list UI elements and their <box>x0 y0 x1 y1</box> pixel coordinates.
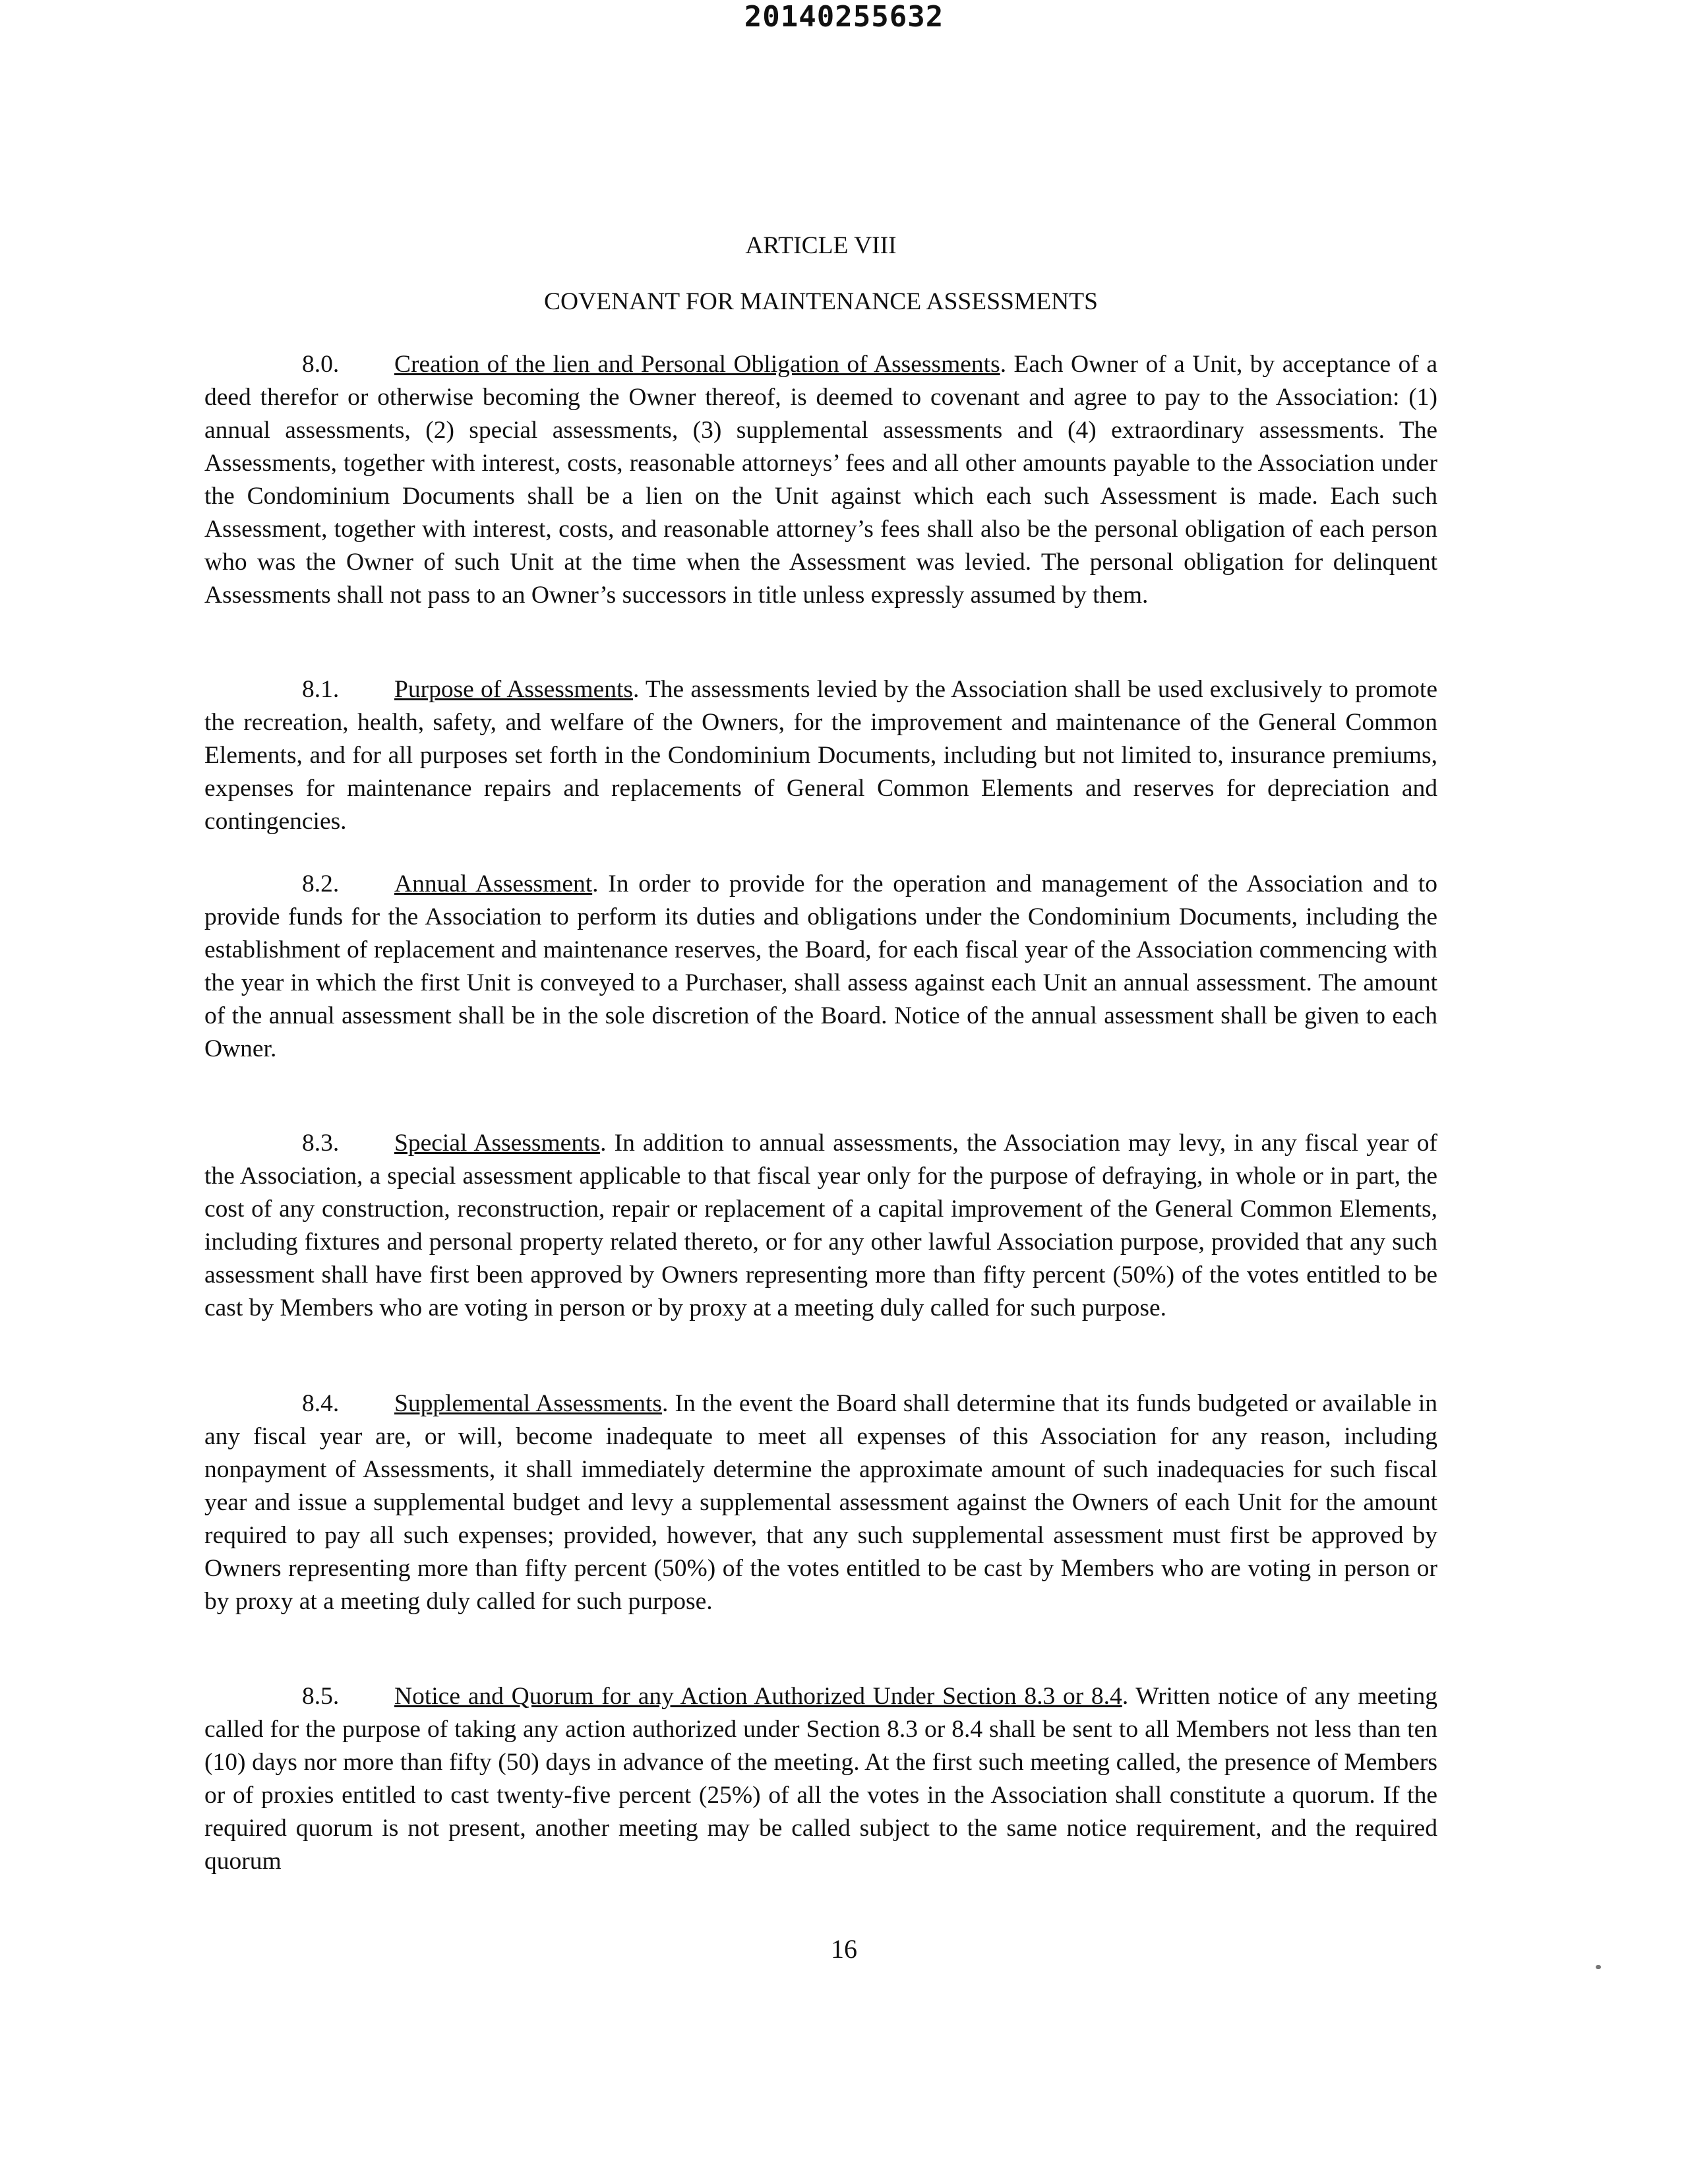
section-text: . In addition to annual assessments, the Association may levy, in any fiscal year of the Association, a special assessment applicable to that fiscal year only for the purpose of defraying, in whole or in part, the cost of any construction, reconstruction, repair or replacement of a capital improvement of the General Common Elements, including fixtures and personal property related thereto, or for any other lawful Association purpose, provided that any such assessment shall have first been approved by Owners representing more than fifty percent (50%) of the votes entitled to be cast by Members who are voting in person or by proxy at a meeting duly called for such purpose. <box>204 1130 1437 1321</box>
section-text: . In the event the Board shall determine that its funds budgeted or available in any fiscal year are, or will, become inadequate to meet all expenses of this Association for any reason, including nonpayment of Assessments, it shall immediately determine the approximate amount of such inadequacies for such fiscal year and issue a supplemental budget and levy a supplemental assessment against the Owners of each Unit for the amount required to pay all such expenses; provided, however, that any such supplemental assessment must first be approved by Owners representing more than fifty percent (50%) of the votes entitled to be cast by Members who are voting in person or by proxy at a meeting duly called for such purpose. <box>204 1390 1437 1615</box>
article-subtitle: COVENANT FOR MAINTENANCE ASSESSMENTS <box>543 288 1099 315</box>
section-number: 8.5. <box>302 1683 340 1710</box>
scan-speck <box>1596 1965 1601 1969</box>
section-text: . Written notice of any meeting called for the purpose of taking any action authorized under Section 8.3 or 8.4 shall be sent to all Members not less than ten (10) days nor more than fifty (50) days in advance of the meeting. At the first such meeting called, the presence of Members or of proxies entitled to cast twenty-five percent (25%) of all the votes in the Association shall constitute a quorum. If the required quorum is not present, another meeting may be called subject to the same notice requirement, and the required quorum <box>204 1683 1438 1875</box>
section-number: 8.4. <box>302 1390 340 1417</box>
section-number: 8.2. <box>302 870 340 897</box>
document-number: 20140255632 <box>744 0 944 34</box>
section-text: . Each Owner of a Unit, by acceptance of a deed therefor or otherwise becoming the Owner thereof, is deemed to covenant and agree to pay to the Association: (1) annual assessments, (2) special assessments, (3) supplemental assessments and (4) extraordinary assessments. The Assessments, together with interest, costs, reasonable attorneys’ fees and all other amounts payable to the Association under the Condominium Documents shall be a lien on the Unit against which each such Assessment is made. Each such Assessment, together with interest, costs, and reasonable attorney’s fees shall also be the personal obligation of each person who was the Owner of such Unit at the time when the Assessment was levied. The personal obligation for delinquent Assessments shall not pass to an Owner’s successors in title unless expressly assumed by them. <box>204 351 1437 609</box>
section-8-2 <box>204 868 1437 1066</box>
section-caption: Notice and Quorum for any Action Authorized Under Section 8.3 or 8.4 <box>394 1683 1122 1710</box>
section-caption: Special Assessments <box>394 1130 601 1157</box>
section-caption: Supplemental Assessments <box>394 1390 662 1417</box>
section-number: 8.3. <box>302 1130 340 1157</box>
section-number: 8.1. <box>302 676 340 703</box>
section-number: 8.0. <box>302 351 340 378</box>
section-caption: Creation of the lien and Personal Obligation of Assessments <box>394 351 1000 378</box>
article-title: ARTICLE VIII <box>745 232 897 259</box>
section-text: . The assessments levied by the Association shall be used exclusively to promote the recreation, health, safety, and welfare of the Owners, for the improvement and maintenance of the General Common Elements, and for all purposes set forth in the Condominium Documents, including but not limited to, insurance premiums, expenses for maintenance repairs and replacements of General Common Elements and reserves for depreciation and contingencies. <box>204 676 1437 835</box>
section-8-5 <box>204 1680 1437 1878</box>
page-number: 16 <box>831 1934 857 1964</box>
section-8-0 <box>204 348 1437 612</box>
section-caption: Annual Assessment <box>394 870 593 897</box>
section-text: . In order to provide for the operation and management of the Association and to provide funds for the Association to perform its duties and obligations under the Condominium Documents, including the establishment of replacement and maintenance reserves, the Board, for each fiscal year of the Association commencing with the year in which the first Unit is conveyed to a Purchaser, shall assess against each Unit an annual assessment. The amount of the annual assessment shall be in the sole discretion of the Board. Notice of the annual assessment shall be given to each Owner. <box>204 870 1437 1062</box>
section-8-3 <box>204 1127 1437 1325</box>
section-8-1 <box>204 673 1437 838</box>
section-8-4 <box>204 1387 1437 1618</box>
section-caption: Purpose of Assessments <box>394 676 633 703</box>
